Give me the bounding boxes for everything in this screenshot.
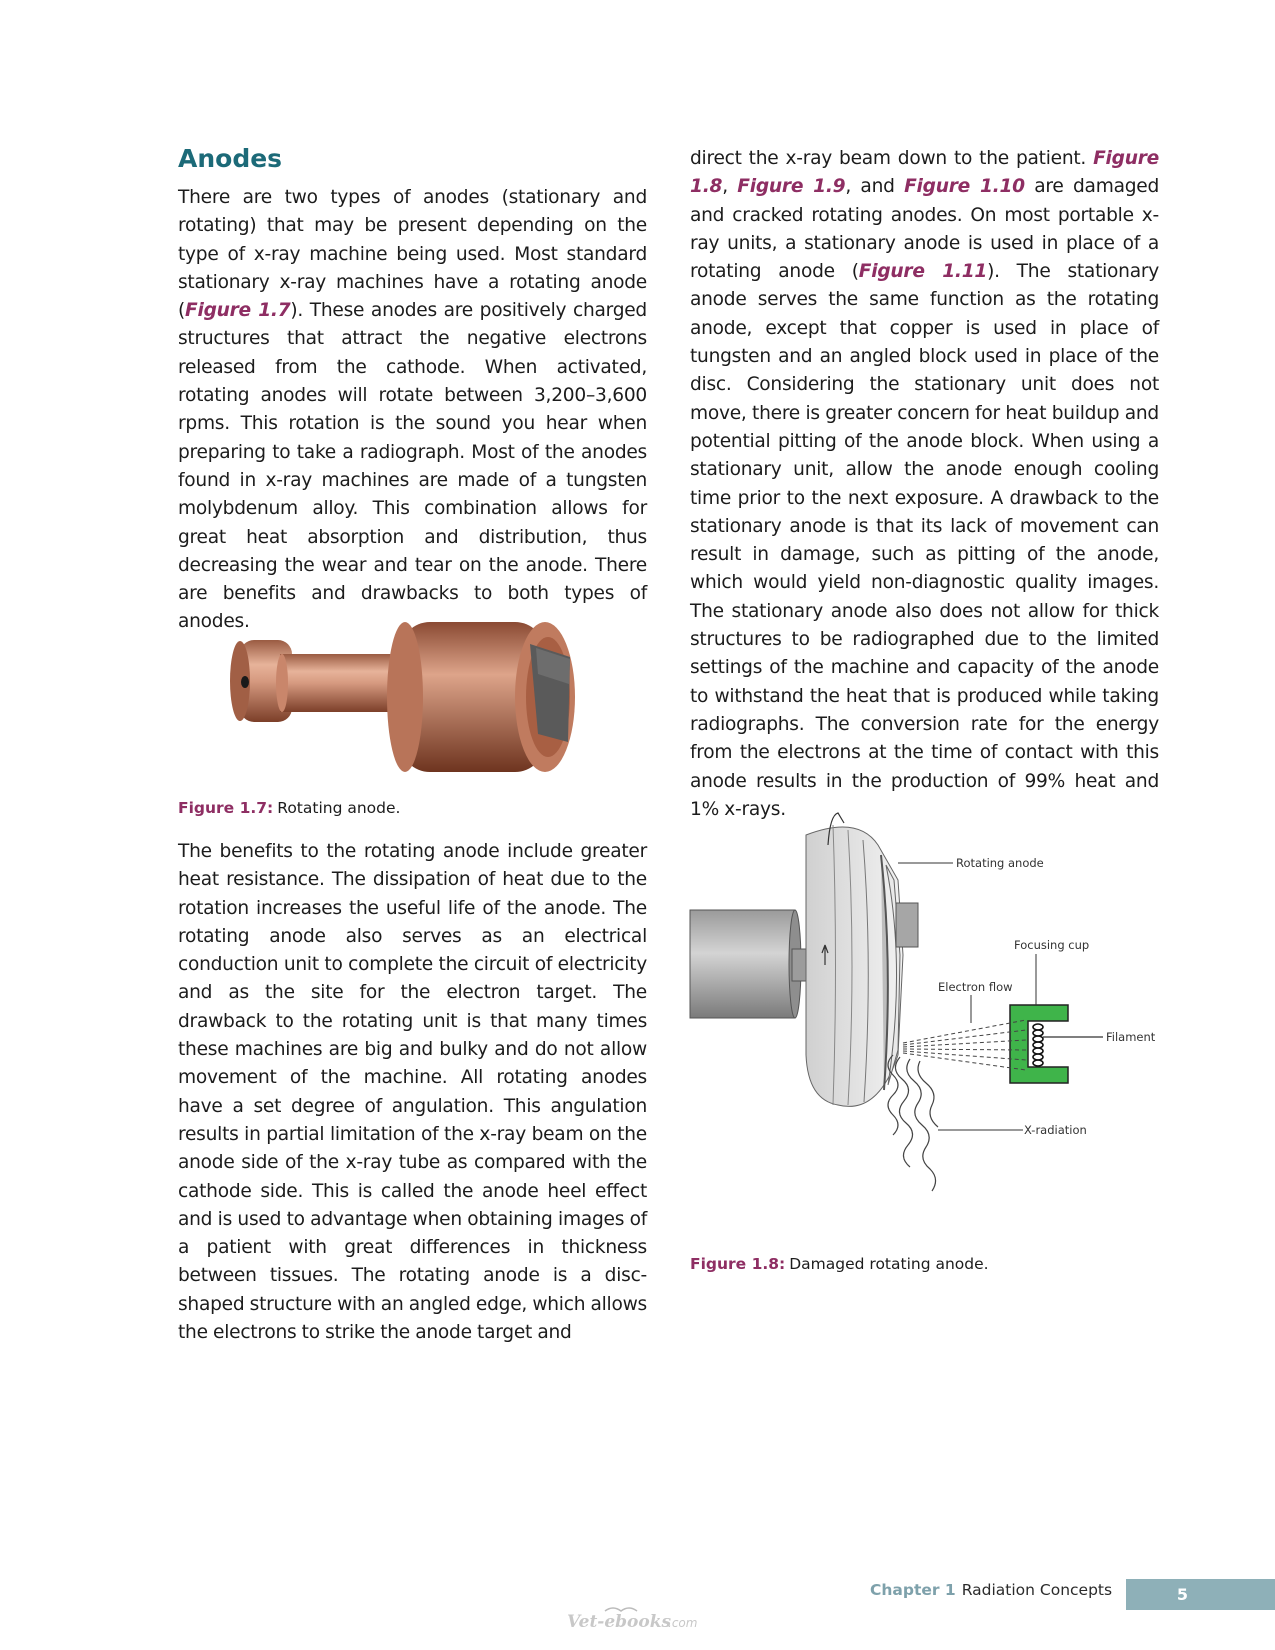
- paragraph-rotating-anode-benefits: The benefits to the rotating anode include greater heat resistance. The dissipation of heat due to the rotation increases the useful life of the anode. The rotating anode also serves as an electrical conduction unit to complete the circuit of electricity and as the site for the electron target. The drawback to the rotating unit is that many times these machines are big and bulky and do not allow movement of the machine. All rotating anodes have a set degree of angulation. This angulation results in partial limitation of the x-ray beam on the anode side of the x-ray tube as compared with the cathode side. This is called the anode heel effect and is used to advantage when obtaining images of a patient with great differences in thickness between tissues. The rotating anode is a disc-shaped structure with an angled edge, which allows the electrons to strike the anode target and: [178, 841, 647, 1344]
- label-rotating-anode: Rotating anode: [956, 856, 1044, 870]
- figure-1-7-caption: [178, 799, 400, 817]
- figure-1-11-link[interactable]: Figure 1.11: [858, 261, 988, 283]
- text-run: ,: [722, 176, 738, 198]
- watermark-logo: [565, 1605, 715, 1635]
- figure-1-10-link[interactable]: Figure 1.10: [904, 176, 1025, 198]
- figure-1-8-link[interactable]: Figure 1.8: [690, 148, 1159, 198]
- caption-text: Rotating anode.: [277, 799, 401, 817]
- paragraph-stationary-anode: [690, 145, 1159, 824]
- page-number-box: [1126, 1579, 1275, 1610]
- text-run: , and: [845, 176, 905, 198]
- label-filament: Filament: [1106, 1030, 1156, 1044]
- section-heading: Anodes: [178, 144, 283, 173]
- damaged-rotating-anode-diagram: [688, 805, 1156, 1245]
- text-run: ). These anodes are positively charged structures that attract the negative electrons released from the cathode. When activated, rotating anodes will rotate between 3,200–3,600 rpms. This rotation is the sound you hear when preparing to take a radiograph. Most of the anodes found in x-ray machines are made of a tungsten molybdenum alloy. This combination allows for great heat absorption and distribution, thus decreasing the wear and tear on the anode. There are benefits and drawbacks to both types of anodes.: [178, 300, 647, 633]
- paragraph-anode-types: [178, 184, 647, 637]
- footer-title: Radiation Concepts: [961, 1581, 1113, 1599]
- page-number: 5: [1176, 1585, 1189, 1604]
- svg-text:Vet-ebooks: Vet-ebooks: [567, 1612, 672, 1632]
- figure-1-9-link[interactable]: Figure 1.9: [737, 176, 846, 198]
- rotating-anode-illustration: [220, 612, 600, 782]
- label-x-radiation: X-radiation: [1024, 1123, 1087, 1137]
- figure-1-7-link[interactable]: Figure 1.7: [185, 300, 291, 322]
- right-column: [690, 145, 1159, 824]
- footer-chapter: Chapter 1: [870, 1581, 956, 1599]
- text-run: are damaged and cracked rotating anodes. On most portable x-ray units, a stationary anode is used in place of a rotating anode (: [690, 176, 1160, 283]
- figure-label: Figure 1.8:: [690, 1255, 786, 1273]
- running-footer: [870, 1581, 1112, 1599]
- text-run: There are two types of anodes (stationary and rotating) that may be present depending on the type of x-ray machine being used. Most standard stationary x-ray machines have a rotating anode (: [178, 187, 647, 322]
- caption-text: Damaged rotating anode.: [789, 1255, 989, 1273]
- left-column-bottom: [178, 838, 647, 1347]
- left-column-top: [178, 184, 647, 637]
- label-focusing-cup: Focusing cup: [1014, 938, 1090, 952]
- figure-label: Figure 1.7:: [178, 799, 274, 817]
- text-run: direct the x-ray beam down to the patient.: [690, 148, 1094, 169]
- svg-text:.com: .com: [668, 1616, 698, 1630]
- label-electron-flow: Electron flow: [938, 980, 1013, 994]
- figure-1-8-caption: [690, 1255, 989, 1273]
- text-run: ). The stationary anode serves the same function as the rotating anode, except that copper is used in place of tungsten and an angled block used in place of the disc. Considering the stationary unit does not move, there is greater concern for heat buildup and potential pitting of the anode block. When using a stationary unit, allow the anode enough cooling time prior to the next exposure. A drawback to the stationary anode is that its lack of movement can result in damage, such as pitting of the anode, which would yield non-diagnostic quality images. The stationary anode also does not allow for thick structures to be radiographed due to the limited settings of the machine and capacity of the anode to withstand the heat that is produced while taking radiographs. The conversion rate for the energy from the electrons at the time of contact with this anode results in the production of 99% heat and 1% x-rays.: [690, 261, 1159, 820]
